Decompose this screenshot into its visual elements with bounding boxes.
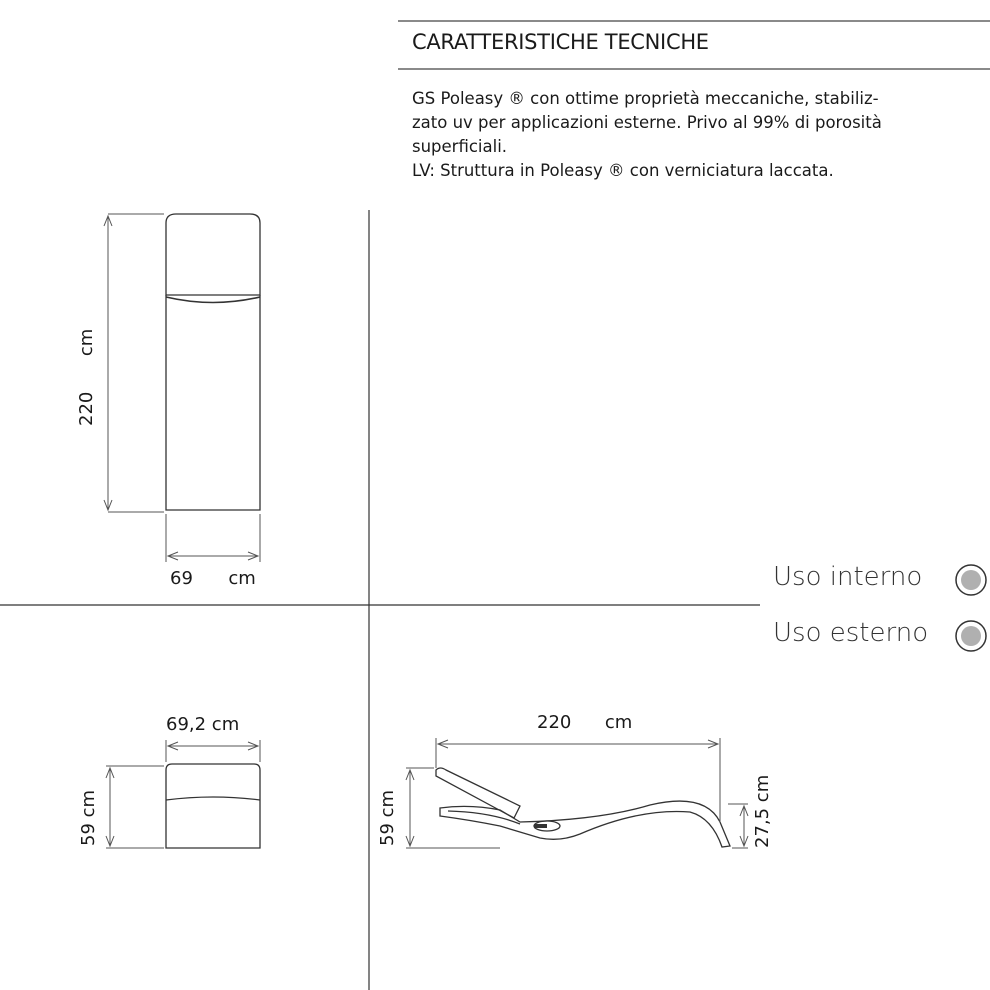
side-height-label: 59 cm [377,789,398,846]
spec-line: LV: Struttura in Poleasy ® con verniciatura laccata. [412,161,834,180]
side-length-label [537,712,632,733]
side-length-unit: cm [604,712,633,733]
top-height-value: 220 [76,391,97,426]
top-width-dimension-line [166,514,260,562]
spec-description [412,87,972,183]
front-width-label: 69,2 cm [166,714,240,735]
indoor-use-label: Uso interno [773,562,923,592]
spec-line: superficiali. [412,137,508,156]
front-view-drawing [166,764,260,848]
top-height-dimension-line [104,214,164,512]
outdoor-use-icon [956,621,986,651]
front-width-dimension-line [166,740,260,762]
top-height-label [76,329,97,426]
top-width-value: 69 [170,568,193,589]
top-width-label [170,568,256,589]
front-height-dimension-line [106,766,164,848]
top-view-drawing [166,214,260,510]
indoor-use-icon [956,565,986,595]
side-length-value: 220 [537,712,572,733]
front-height-label: 59 cm [78,789,99,846]
side-length-dimension-line [436,738,720,822]
outdoor-use-label: Uso esterno [773,618,929,648]
top-width-unit: cm [228,568,256,589]
side-low-height-dimension-line [728,804,748,848]
side-view-drawing [436,768,730,847]
section-title: CARATTERISTICHE TECNICHE [412,30,709,54]
spec-line: zato uv per applicazioni esterne. Privo al 99% di porosità [412,113,882,132]
side-low-height-label: 27,5 cm [752,774,773,848]
top-height-unit: cm [76,328,97,357]
spec-line: GS Poleasy ® con ottime proprietà meccaniche, stabiliz- [412,89,879,108]
